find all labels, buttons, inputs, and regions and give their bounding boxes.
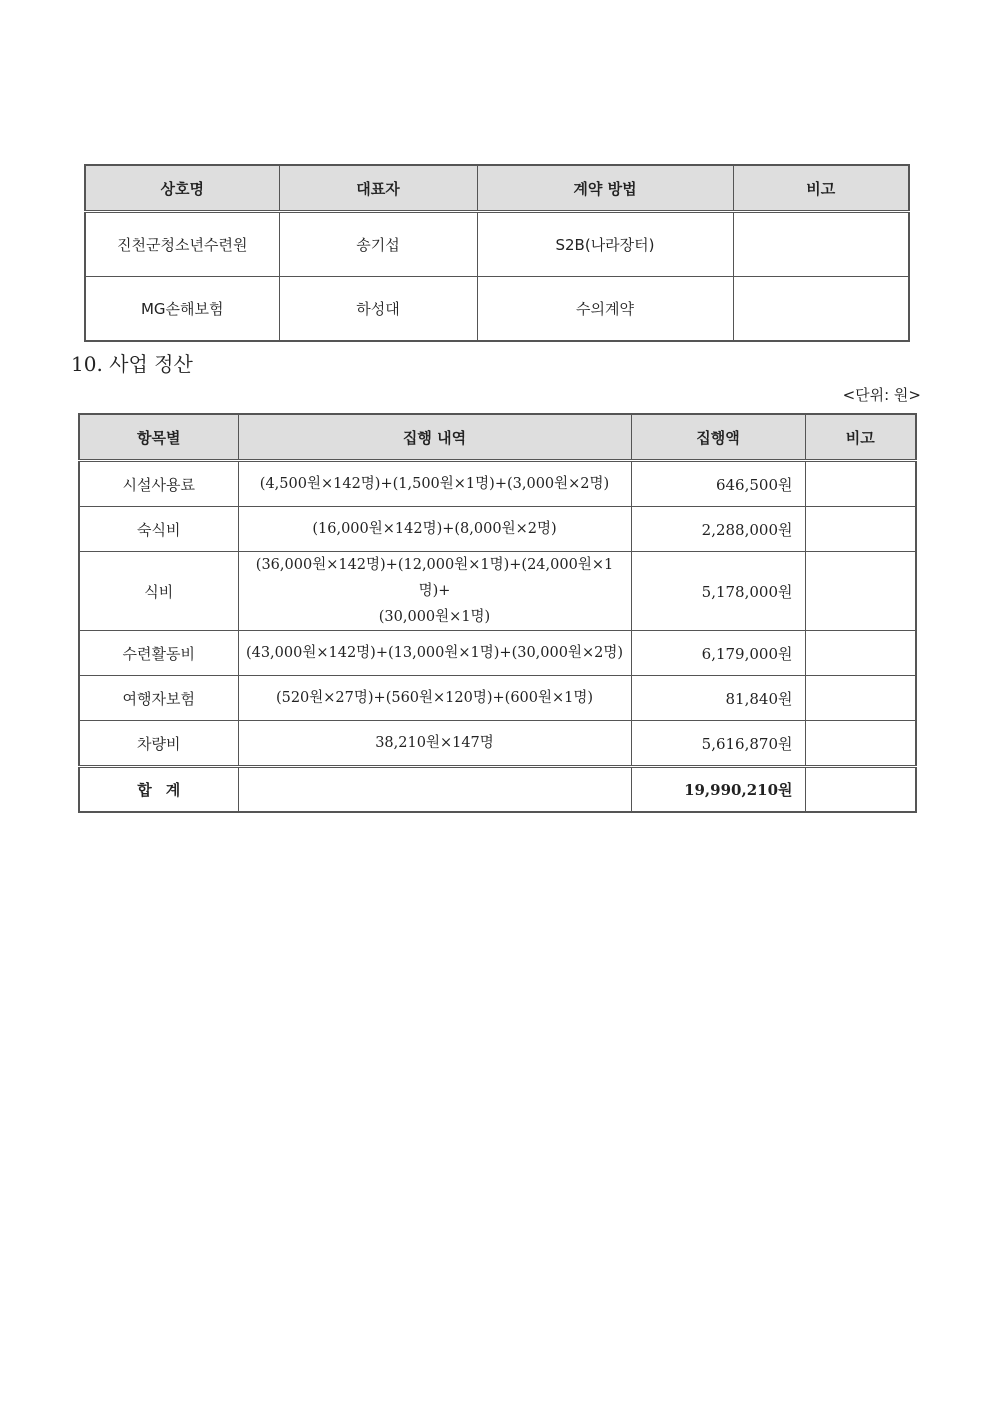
item-cell: 식비	[79, 552, 238, 631]
detail-cell: (4,500원×142명)+(1,500원×1명)+(3,000원×2명)	[238, 461, 631, 507]
note-cell	[805, 676, 916, 721]
vendor-header-row	[85, 165, 909, 212]
total-amount: 19,990,210원	[631, 767, 805, 813]
settlement-header-row	[79, 414, 916, 461]
detail-line: (36,000원×142명)+(12,000원×1명)+(24,000원×1명)+	[255, 557, 614, 599]
detail-cell: 38,210원×147명	[238, 721, 631, 767]
section-title: 10. 사업 정산	[71, 352, 193, 376]
total-detail-cell	[238, 767, 631, 813]
amount-cell: 6,179,000원	[631, 631, 805, 676]
table-row	[79, 552, 916, 631]
note-cell	[733, 277, 909, 342]
item-cell: 시설사용료	[79, 461, 238, 507]
detail-cell: (16,000원×142명)+(8,000원×2명)	[238, 507, 631, 552]
total-label: 합계	[79, 767, 238, 813]
header-company-name: 상호명	[85, 165, 279, 212]
detail-line: (30,000원×1명)	[378, 609, 491, 625]
table-row	[85, 277, 909, 342]
total-note-cell	[805, 767, 916, 813]
amount-cell: 646,500원	[631, 461, 805, 507]
table-row	[79, 721, 916, 767]
detail-cell	[238, 552, 631, 631]
header-contract-method: 계약 방법	[477, 165, 733, 212]
table-row	[79, 631, 916, 676]
item-cell: 수련활동비	[79, 631, 238, 676]
table-row	[79, 507, 916, 552]
total-row	[79, 767, 916, 813]
header-amount: 집행액	[631, 414, 805, 461]
table-row	[85, 212, 909, 277]
header-representative: 대표자	[279, 165, 477, 212]
amount-cell: 2,288,000원	[631, 507, 805, 552]
amount-cell: 5,616,870원	[631, 721, 805, 767]
note-cell	[733, 212, 909, 277]
note-cell	[805, 461, 916, 507]
unit-label: <단위: 원>	[842, 386, 921, 404]
amount-cell: 5,178,000원	[631, 552, 805, 631]
company-name-cell: 진천군청소년수련원	[85, 212, 279, 277]
note-cell	[805, 552, 916, 631]
representative-cell: 하성대	[279, 277, 477, 342]
detail-cell: (43,000원×142명)+(13,000원×1명)+(30,000원×2명)	[238, 631, 631, 676]
item-cell: 여행자보험	[79, 676, 238, 721]
table-row	[79, 461, 916, 507]
vendor-table	[84, 164, 910, 342]
detail-cell: (520원×27명)+(560원×120명)+(600원×1명)	[238, 676, 631, 721]
company-name-cell: MG손해보험	[85, 277, 279, 342]
note-cell	[805, 507, 916, 552]
representative-cell: 송기섭	[279, 212, 477, 277]
header-note: 비고	[733, 165, 909, 212]
amount-cell: 81,840원	[631, 676, 805, 721]
note-cell	[805, 631, 916, 676]
contract-method-cell: S2B(나라장터)	[477, 212, 733, 277]
table-row	[79, 676, 916, 721]
header-item: 항목별	[79, 414, 238, 461]
item-cell: 차량비	[79, 721, 238, 767]
note-cell	[805, 721, 916, 767]
item-cell: 숙식비	[79, 507, 238, 552]
settlement-table	[78, 413, 917, 813]
contract-method-cell: 수의계약	[477, 277, 733, 342]
header-note: 비고	[805, 414, 916, 461]
header-detail: 집행 내역	[238, 414, 631, 461]
